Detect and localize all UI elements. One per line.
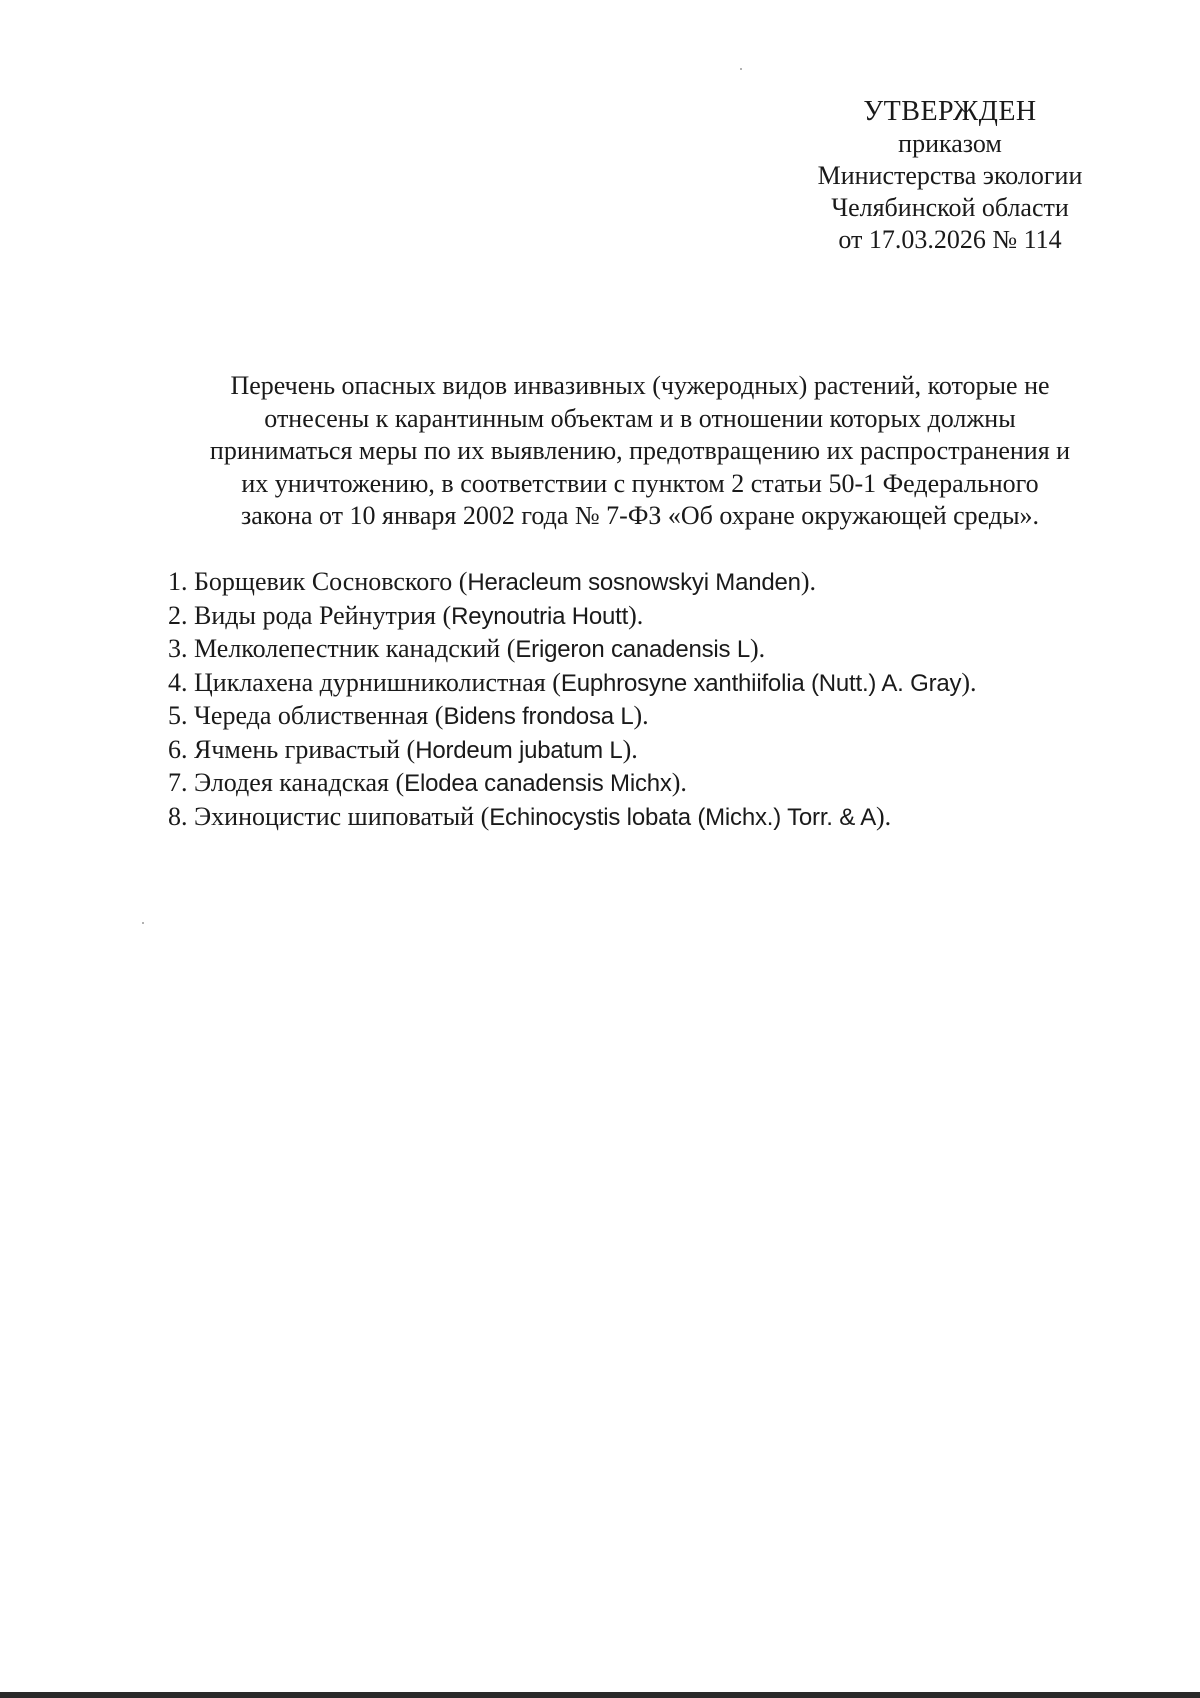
item-end: ). — [622, 734, 638, 764]
list-item — [168, 667, 1128, 701]
title-line: отнесены к карантинным объектам и в отношении которых должны — [264, 403, 1016, 433]
item-number: 1. — [168, 567, 188, 596]
list-item — [168, 734, 1128, 768]
approval-line-3: Челябинской области — [831, 193, 1069, 222]
scan-speck — [142, 922, 144, 924]
item-number: 5. — [168, 701, 188, 730]
item-russian-name: Ячмень гривастый ( — [194, 734, 416, 764]
item-latin-name: Bidens frondosa L — [443, 703, 634, 730]
list-item — [168, 700, 1128, 734]
item-number: 2. — [168, 600, 188, 630]
item-number: 6. — [168, 734, 188, 764]
item-end: ). — [749, 634, 766, 663]
item-end: ). — [633, 701, 649, 730]
item-russian-name: Виды рода Рейнутрия ( — [194, 600, 452, 630]
item-number: 4. — [168, 667, 188, 697]
item-latin-name: Heracleum sosnowskyi Manden — [467, 569, 801, 596]
item-end: ). — [961, 667, 977, 697]
list-item — [168, 801, 1128, 835]
list-item — [168, 633, 1128, 667]
approval-stamp: УТВЕРЖДЕН — [863, 96, 1037, 127]
approval-line-1: приказом — [898, 129, 1002, 158]
species-list — [168, 566, 1128, 834]
item-latin-name: Elodea canadensis Michx — [404, 770, 672, 797]
list-item — [168, 600, 1128, 634]
item-end: ). — [628, 600, 644, 630]
title-line: приниматься меры по их выявлению, предотвращению их распространения и — [209, 436, 1071, 465]
item-latin-name: Hordeum jubatum L — [415, 736, 623, 764]
item-russian-name: Череда облиственная ( — [194, 701, 444, 730]
item-latin-name: Erigeron canadensis L — [515, 636, 750, 663]
approval-line-2: Министерства экологии — [817, 161, 1083, 190]
item-latin-name: Echinocystis lobata (Michx.) Torr. & A — [489, 803, 877, 831]
item-russian-name: Борщевик Сосновского ( — [194, 567, 468, 596]
item-number: 8. — [168, 801, 188, 831]
item-russian-name: Элодея канадская ( — [194, 768, 405, 797]
title-line: Перечень опасных видов инвазивных (чужеродных) растений, которые не — [230, 371, 1050, 400]
scan-speck — [740, 68, 742, 70]
title-line: их уничтожению, в соответствии с пунктом 2 статьи 50-1 Федерального — [241, 468, 1039, 498]
list-item — [168, 566, 1128, 600]
item-number: 7. — [168, 768, 188, 797]
item-russian-name: Эхиноцистис шиповатый ( — [194, 801, 490, 831]
list-item — [168, 767, 1128, 801]
item-latin-name: Euphrosyne xanthiifolia (Nutt.) A. Gray — [560, 669, 962, 697]
item-latin-name: Reynoutria Houtt — [451, 602, 629, 630]
item-end: ). — [800, 567, 816, 596]
item-end: ). — [876, 801, 892, 831]
approval-block — [800, 96, 1100, 256]
scan-bottom-edge — [0, 1692, 1200, 1698]
title-line: закона от 10 января 2002 года № 7-ФЗ «Об охране окружающей среды». — [240, 501, 1040, 530]
item-russian-name: Циклахена дурнишниколистная ( — [194, 667, 561, 697]
approval-line-4: от 17.03.2026 № 114 — [838, 225, 1062, 254]
item-russian-name: Мелколепестник канадский ( — [194, 634, 516, 663]
item-number: 3. — [168, 634, 188, 663]
item-end: ). — [671, 768, 687, 797]
document-title — [160, 370, 1120, 533]
